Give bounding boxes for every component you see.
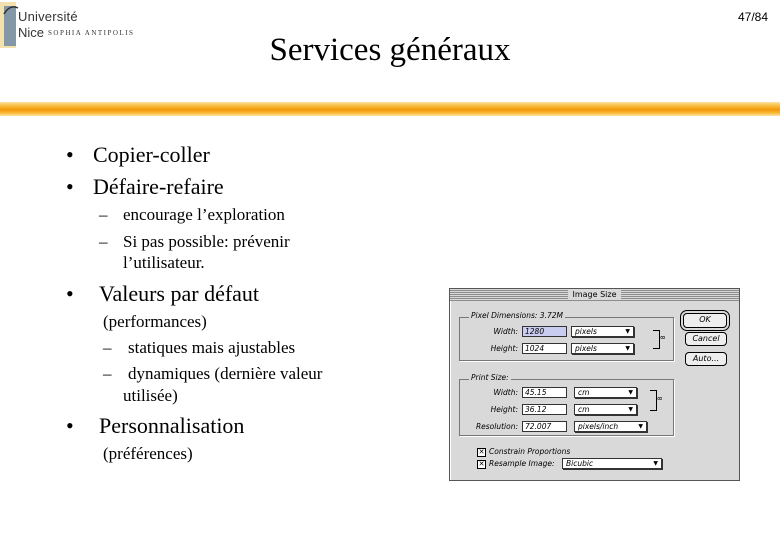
ps-width-label: Width:: [493, 388, 518, 397]
ps-width-unit: cm: [578, 388, 590, 397]
dash-glyph: –: [99, 205, 108, 224]
resample-method: Bicubic: [566, 459, 594, 468]
dialog-title: Image Size: [568, 290, 620, 299]
ps-width-unit-select[interactable]: [574, 387, 637, 398]
sub-bullet-statiques: statiques mais ajustables: [128, 338, 296, 357]
constrain-proportions-label: Constrain Proportions: [489, 447, 571, 456]
resolution-unit: pixels/inch: [578, 422, 619, 431]
dash-glyph: –: [99, 232, 108, 251]
ps-height-unit-select[interactable]: [574, 404, 637, 415]
resolution-label: Resolution:: [475, 422, 518, 431]
dropdown-arrow-icon: ▼: [625, 345, 630, 352]
ps-height-input[interactable]: 36.12: [522, 404, 567, 415]
ps-link-chain-icon: 8: [655, 396, 663, 401]
dropdown-arrow-icon: ▼: [638, 423, 643, 430]
sub-bullet-prevenir-cont: l’utilisateur.: [123, 253, 205, 272]
pd-height-label: Height:: [490, 344, 518, 353]
title-divider-bar: [0, 102, 780, 116]
note-performances: (performances): [103, 312, 207, 331]
dash-glyph: –: [103, 364, 112, 383]
dropdown-arrow-icon: ▼: [628, 406, 633, 413]
logo-line-2: Nice: [18, 25, 45, 40]
dash-glyph: –: [103, 338, 112, 357]
sub-bullet-exploration: encourage l’exploration: [123, 205, 285, 224]
pd-width-unit: pixels: [575, 327, 597, 336]
logo-subtitle: SOPHIA ANTIPOLIS: [48, 29, 135, 37]
bullet-copier-coller: Copier-coller: [93, 142, 210, 167]
logo-line-1: Université: [18, 9, 78, 24]
cancel-button[interactable]: Cancel: [685, 332, 727, 346]
pd-height-unit: pixels: [575, 344, 597, 353]
pd-width-input[interactable]: 1280: [522, 326, 567, 337]
dropdown-arrow-icon: ▼: [653, 460, 658, 467]
note-preferences: (préférences): [103, 444, 193, 463]
page-number: 47/84: [737, 10, 768, 24]
ps-height-unit: cm: [578, 405, 590, 414]
page-title: Services généraux: [269, 32, 511, 68]
resample-method-select[interactable]: [562, 458, 662, 469]
sub-bullet-prevenir: Si pas possible: prévenir: [123, 232, 290, 251]
auto-button[interactable]: Auto...: [685, 352, 727, 366]
bullet-glyph: •: [66, 413, 74, 438]
ok-button[interactable]: OK: [683, 313, 727, 328]
pixel-dimensions-label: Pixel Dimensions: 3.72M: [471, 311, 563, 320]
bullet-personnalisation: Personnalisation: [99, 413, 245, 438]
dialog-title-bar[interactable]: [450, 289, 739, 301]
resample-image-checkbox[interactable]: ✕: [478, 460, 485, 468]
bullet-defaire-refaire: Défaire-refaire: [93, 174, 224, 199]
bullet-glyph: •: [66, 142, 74, 167]
pd-height-unit-select[interactable]: [571, 343, 634, 354]
dropdown-arrow-icon: ▼: [625, 328, 630, 335]
sub-bullet-dynamiques-cont: utilisée): [123, 386, 178, 405]
pd-height-input[interactable]: 1024: [522, 343, 567, 354]
sub-bullet-dynamiques: dynamiques (dernière valeur: [128, 364, 323, 383]
resolution-unit-select[interactable]: [574, 421, 647, 432]
pixel-dimensions-group: [459, 317, 674, 361]
ps-width-input[interactable]: 45.15: [522, 387, 567, 398]
bullet-valeurs-defaut: Valeurs par défaut: [99, 281, 260, 306]
resample-image-label: Resample Image:: [489, 459, 555, 468]
pd-width-label: Width:: [493, 327, 518, 336]
image-size-dialog: [449, 288, 740, 481]
dropdown-arrow-icon: ▼: [628, 389, 633, 396]
resolution-input[interactable]: 72.007: [522, 421, 567, 432]
ps-height-label: Height:: [490, 405, 518, 414]
constrain-proportions-checkbox[interactable]: ✕: [478, 448, 485, 456]
bullet-glyph: •: [66, 174, 74, 199]
pd-width-unit-select[interactable]: [571, 326, 634, 337]
bullet-glyph: •: [66, 281, 74, 306]
print-size-label: Print Size:: [471, 373, 509, 382]
pd-link-chain-icon: 8: [658, 335, 666, 340]
